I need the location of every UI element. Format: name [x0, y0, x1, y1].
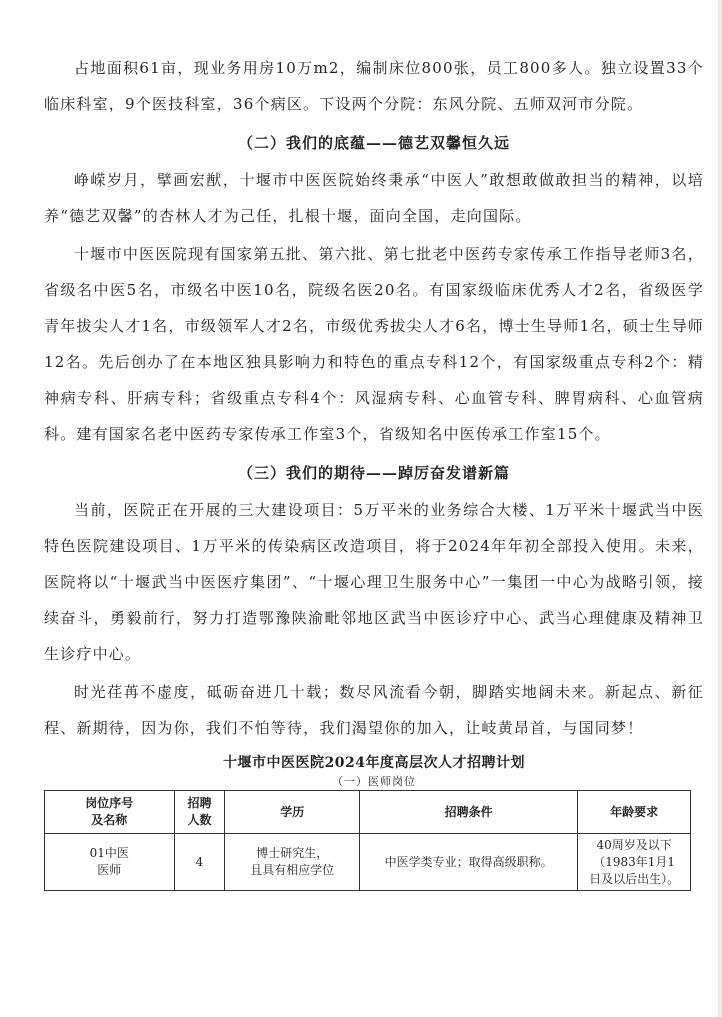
foundation-paragraph-1: 峥嵘岁月，擘画宏猷，十堰市中医医院始终秉承“中医人”敢想敢做敢担当的精神，以培养“德艺双馨”的杏林人才为己任，扎根十堰，面向全国，走向国际。: [44, 171, 704, 225]
cell-position-id: [45, 834, 175, 891]
header-position-id-line1: 岗位序号: [85, 796, 134, 810]
intro-paragraph: 占地面积61亩，现业务用房10万m2，编制床位800张，员工800多人。独立设置33个临床科室，9个医技科室，36个病区。下设两个分院：东风分院、五师双河市分院。: [44, 59, 704, 113]
header-education: 学历: [225, 791, 360, 834]
header-position-id-line2: 及名称: [91, 813, 128, 827]
header-position-id: [45, 791, 175, 834]
expectation-paragraph-1: 当前，医院正在开展的三大建设项目：5万平米的业务综合大楼、1万平米十堰武当中医特色医院建设项目、1万平米的传染病区改造项目，将于2024年年初全部投入使用。未来，医院将以“十堰武当中医医疗集团”、“十堰心理卫生服务中心”一集团一中心为战略引领，接续奋斗，勇毅前行，努力打造鄂豫陕渝毗邻地区武当中医诊疗中心、武当心理健康及精神卫生诊疗中心。: [44, 501, 704, 663]
cell-education: [225, 834, 360, 891]
cell-age: [578, 834, 691, 891]
table-row: [45, 834, 691, 891]
cell-age-line2: （1983年1月1: [593, 854, 676, 869]
cell-position-id-line2: 医师: [97, 863, 122, 877]
header-age: 年龄要求: [578, 791, 691, 834]
header-headcount-line1: 招聘: [187, 796, 212, 810]
recruitment-plan-subtitle: （一）医师岗位: [332, 775, 416, 788]
section-heading-expectation: （三）我们的期待——踔厉奋发谱新篇: [237, 464, 510, 482]
cell-conditions: 中医学类专业；取得高级职称。: [360, 834, 578, 891]
header-headcount-line2: 人数: [187, 813, 212, 827]
recruitment-table: [44, 790, 691, 891]
document-content: [44, 50, 704, 891]
cell-education-line1: 博士研究生，: [256, 846, 329, 860]
expectation-paragraph-2: 时光荏苒不虚度，砥砺奋进几十载；数尽风流看今朝，脚踏实地阔未来。新起点、新征程、新期待，因为你，我们不怕等待，我们渴望你的加入，让岐黄昂首，与国同梦！: [44, 683, 704, 737]
foundation-paragraph-2: 十堰市中医医院现有国家第五批、第六批、第七批老中医药专家传承工作指导老师3名，省级名中医5名，市级名中医10名，院级名医20名。有国家级临床优秀人才2名，省级医学青年拔尖人才1名，市级领军人才2名，市级优秀拔尖人才6名，博士生导师1名，硕士生导师12名。先后创办了在本地区独具影响力和特色的重点专科12个，有国家级重点专科2个：精神病专科、肝病专科；省级重点专科4个：风湿病专科、心血管专科、脾胃病科、心血管病科。建有国家名老中医药专家传承工作室3个，省级知名中医传承工作室15个。: [44, 245, 704, 443]
header-headcount: [174, 791, 225, 834]
page-edge-shadow: [718, 0, 722, 1017]
section-heading-foundation: （二）我们的底蕴——德艺双馨恒久远: [237, 134, 510, 152]
cell-age-line1: 40周岁及以下: [596, 837, 672, 852]
cell-position-id-line1: 01中医: [89, 846, 129, 860]
cell-education-line2: 且具有相应学位: [250, 863, 335, 877]
table-header-row: [45, 791, 691, 834]
cell-age-line3: 日及以后出生）。: [589, 871, 680, 886]
cell-headcount: 4: [174, 834, 225, 891]
recruitment-plan-title: 十堰市中医医院2024年度高层次人才招聘计划: [223, 755, 525, 771]
header-conditions: 招聘条件: [360, 791, 578, 834]
